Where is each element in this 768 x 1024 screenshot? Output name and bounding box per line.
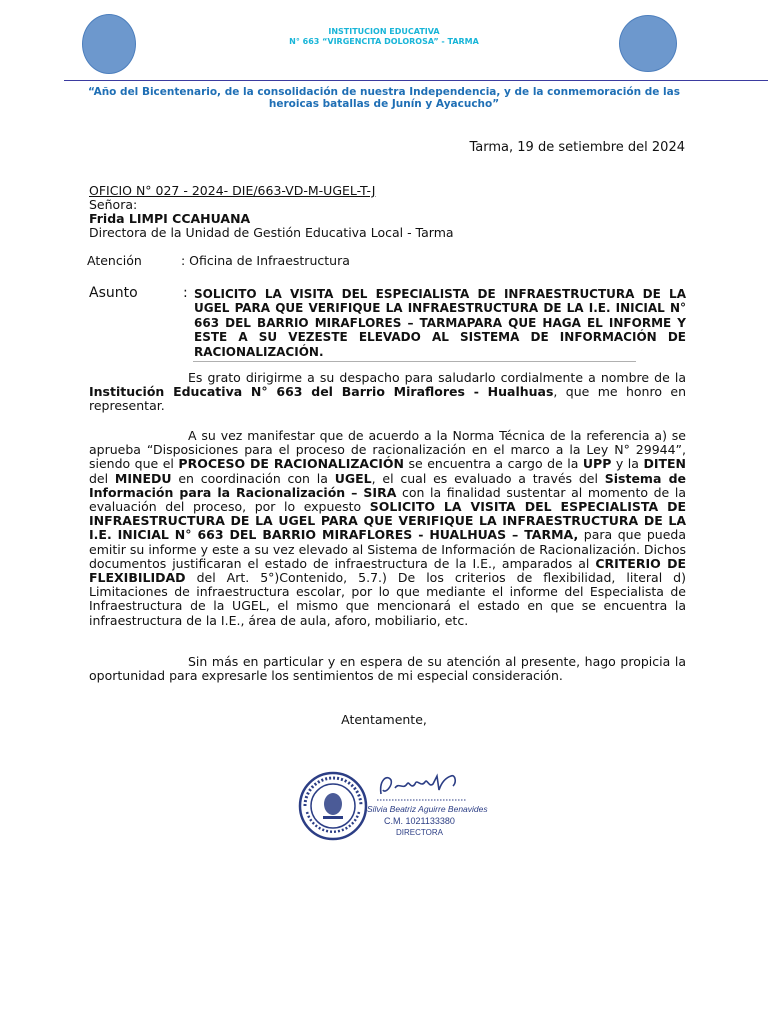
p2-bold-3: DITEN: [643, 456, 686, 472]
institution-stamp: [297, 770, 369, 842]
p2-text-3: y la: [611, 456, 644, 472]
p2-bold-6: Sistema de Información para la Racionalización – SIRA: [89, 470, 686, 500]
subject-text: SOLICITO LA VISITA DEL ESPECIALISTA DE INFRAESTRUCTURA DE LA UGEL PARA QUE VERIFIQUE LA INFRAESTRUCTURA DE LA I.E. INICIAL N° 663 DEL BARRIO MIRAFLORES – TARMAPARA QUE HAGA EL INFORME Y ESTE A SU VEZESTE ELEVADO AL SISTEMA DE INFORMACIÓN DE RACIONALIZACIÓN.: [194, 287, 686, 359]
p3-text: Sin más en particular y en espera de su atención al presente, hago propicia la oportunidad para expresarle los sentimientos de mi especial consideración.: [89, 654, 686, 684]
attention-value: : Oficina de Infraestructura: [181, 253, 350, 268]
p2-bold-5: UGEL: [334, 470, 372, 486]
closing-text: Atentamente,: [341, 712, 427, 727]
subject-label: Asunto: [89, 285, 138, 301]
p2-text-2: se encuentra a cargo de la: [404, 456, 583, 472]
body-paragraph-2: [89, 429, 686, 628]
p2-bold-8: CRITERIO DE FLEXIBILIDAD: [89, 555, 686, 586]
body-paragraph-3: [89, 655, 686, 683]
signer-name: Silvia Beatriz Aguirre Benavides: [367, 804, 488, 814]
p2-text-7: con la finalidad sustentar al momento de la evaluación del proceso, por lo expuesto: [89, 484, 686, 515]
p2-text-9: del Art. 5°)Contenido, 5.7.) De los criterios de flexibilidad, literal d) Limitaciones de infraestructura escolar, por lo que mediante el informe del Especialista de Infraestructura de la UGEL, el mismo que mencionará el estado en que se encuentra la infraestructura de la I.E., área de aula, aforo, mobiliario, etc.: [89, 570, 686, 628]
p2-text-8: para que pueda emitir su informe y este a su vez elevado al Sistema de Información de Racionalización. Dichos documentos justificaran el estado de infraestructura de la I.E., amparados al: [89, 527, 686, 571]
institution-line-2: N° 663 “VIRGENCITA DOLOROSA” - TARMA: [289, 37, 479, 46]
date-line: Tarma, 19 de setiembre del 2024: [469, 140, 685, 155]
p2-text-4: del: [89, 470, 115, 486]
signer-role: DIRECTORA: [396, 828, 443, 837]
signer-cm: C.M. 1021133380: [384, 816, 455, 826]
header-divider: [64, 80, 768, 81]
subject-divider: [193, 361, 636, 362]
handwritten-signature: [375, 770, 475, 804]
body-paragraph-1: [89, 371, 686, 414]
year-motto: “Año del Bicentenario, de la consolidación de nuestra Independencia, y de la conmemoración de las heroicas batallas de Junín y Ayacucho”: [88, 86, 680, 110]
subject-colon: :: [183, 285, 188, 301]
p2-bold-7: SOLICITO LA VISITA DEL ESPECIALISTA DE INFRAESTRUCTURA DE LA UGEL PARA QUE VERIFIQUE LA INFRAESTRUCTURA DE LA I.E. INICIAL N° 663 DEL BARRIO MIRAFLORES - HUALHUAS – TARMA,: [89, 499, 686, 543]
p2-text-6: , el cual es evaluado a través del: [371, 470, 605, 486]
p2-bold-2: UPP: [582, 456, 612, 472]
institution-name: [0, 27, 768, 47]
institution-line-1: INSTITUCION EDUCATIVA: [328, 27, 440, 36]
p2-text-1: A su vez manifestar que de acuerdo a la Norma Técnica de la referencia a) se aprueba “Disposiciones para el proceso de racionalización en el marco a la Ley N° 29944”, siendo que el: [89, 428, 686, 472]
recipient-salutation: Señora:: [89, 197, 138, 212]
p1-text-2: , que me honro en representar.: [89, 384, 686, 414]
attention-label: Atención: [87, 253, 142, 268]
p1-bold-1: Institución Educativa N° 663 del Barrio Miraflores - Hualhuas: [89, 384, 554, 400]
recipient-title: Directora de la Unidad de Gestión Educativa Local - Tarma: [89, 225, 454, 240]
recipient-name: Frida LIMPI CCAHUANA: [89, 211, 251, 226]
p2-bold-1: PROCESO DE RACIONALIZACIÓN: [178, 456, 404, 472]
p2-bold-4: MINEDU: [114, 470, 172, 486]
p2-text-5: en coordinación con la: [171, 470, 335, 486]
document-reference: OFICIO N° 027 - 2024- DIE/663-VD-M-UGEL-T-J: [89, 183, 376, 198]
p1-text-1: Es grato dirigirme a su despacho para saludarlo cordialmente a nombre de la: [188, 370, 686, 385]
signature-block: [297, 770, 488, 840]
